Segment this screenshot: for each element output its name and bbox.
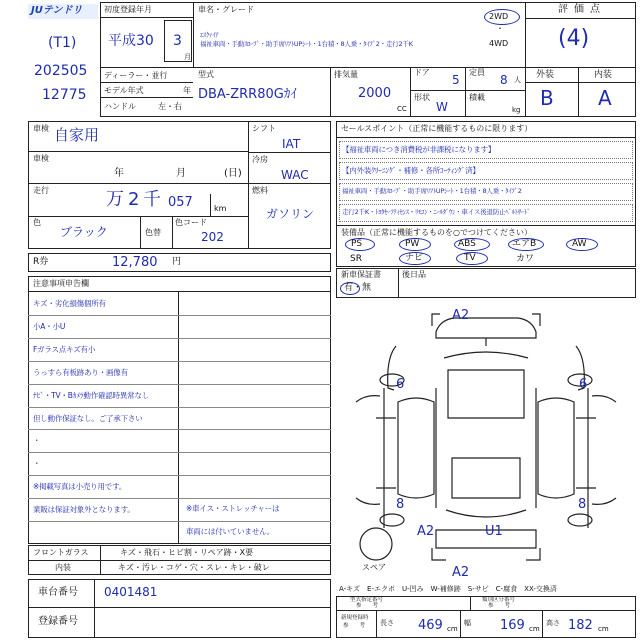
load-unit: kg [512, 106, 521, 114]
chassis-number: 0401481 [104, 585, 158, 599]
ac-label: 冷房 [252, 155, 268, 164]
sales-point-3: 福祉車両・手動ｽﾛｰﾌﾟ・助手席ﾘﾌﾄUPｼｰﾄ・1台積・8人乗・ﾀｲﾌﾟ2 [342, 187, 522, 195]
disp-label: 排気量 [334, 70, 358, 79]
notes-line: 但し動作保証なし。ご了承下さい [33, 413, 143, 423]
date-code: 202505 [34, 63, 88, 79]
notes-line: ・ [33, 436, 41, 446]
dealer-label: ディーラー・並行 [104, 71, 168, 80]
capacity: 8 [500, 73, 508, 87]
sales-point-1: 【福祉車両につき消費税が非課税になります】 [342, 145, 496, 154]
damage-rear-center: U1 [485, 524, 503, 539]
notes-right-2: 車両には付いていません。 [186, 527, 275, 536]
color-code-label: 色コード [175, 218, 207, 227]
notes-divider [28, 429, 331, 430]
length-value: 469 [418, 618, 443, 633]
notes-divider [28, 452, 331, 453]
spec-number-sub: 参 考 [356, 603, 379, 609]
warranty-box [336, 268, 636, 298]
color: ブラック [60, 225, 108, 239]
sales-point-2: 【内外装ｸﾘｰﾆﾝｸﾞ・補修・各所ｺｰﾃｨﾝｸﾞ済】 [342, 166, 480, 175]
warranty-label: 新車保証書 [341, 270, 381, 279]
recycle-value: 12,780 [112, 255, 158, 270]
notes-divider [28, 407, 331, 408]
ext-label: 外装 [536, 70, 555, 80]
inspection-label-2: 車検 [33, 154, 49, 163]
notes-title: 注意事項申告欄 [33, 279, 89, 288]
notes-line: Fガラス点キズ有小 [33, 344, 96, 354]
recycle-label: R券 [33, 257, 49, 267]
mileage-sen: 千 [143, 189, 161, 210]
inspection-month: 月 [176, 168, 186, 179]
first-reg-era: 平成30 [108, 33, 154, 49]
notes-line: うっすら有板跡あり・画像有 [33, 367, 128, 377]
registration-label: 登録番号 [38, 616, 78, 627]
handle-value: 左・右 [158, 102, 182, 111]
notes-divider [28, 338, 331, 339]
damage-right-front: 6 [579, 377, 588, 392]
damage-left-front: 6 [396, 377, 405, 392]
height-unit: cm [598, 625, 609, 633]
damage-right-rear: 8 [578, 497, 587, 512]
spec-number-label: 型式指定番号 [350, 597, 384, 603]
shift: IAT [282, 137, 301, 151]
name-grade-label: 車名・グレード [198, 5, 254, 14]
fuel-label: 燃料 [252, 186, 268, 195]
score-label: 評価点 [558, 4, 606, 15]
score-value: (4) [558, 26, 590, 51]
mileage-km: km [214, 204, 227, 213]
cap-unit: 人 [514, 76, 521, 84]
drive-dot: ・ [496, 24, 504, 33]
shape: W [436, 100, 448, 114]
notes-line: ・ [33, 459, 41, 469]
ext-grade: B [540, 86, 554, 110]
shape-label: 形状 [414, 93, 430, 102]
notes-line: ﾅﾋﾞ・TV・Bｶﾒﾗ動作確認時異常なし [33, 390, 150, 400]
width-value: 169 [500, 618, 525, 633]
month-unit: 月 [184, 53, 191, 61]
notes-divider [28, 384, 331, 385]
fuel: ガソリン [266, 207, 315, 221]
notes-line: 小A・小U [33, 321, 66, 331]
model-year-unit: 年 [183, 86, 191, 95]
notes-line: ※掲載写真は小売り用です。 [33, 482, 127, 492]
width-unit: cm [529, 625, 540, 633]
cc-unit: CC [397, 105, 407, 113]
handle-label: ハンドル [104, 102, 136, 111]
int-grade: A [598, 86, 612, 110]
load-label: 積載 [469, 93, 485, 102]
sales-point-4: 走行2千K・ﾄﾖﾀｾｰﾌﾃｨｾﾝｽ・ﾘﾓｺﾝ・ﾆｰﾙﾀﾞｳﾝ・車イス後退防止ﾍﾞﾙﾄｻｰﾄﾞ [342, 208, 531, 216]
notes-divider [28, 315, 331, 316]
mileage-man: 万 [106, 189, 124, 210]
chassis-label: 車台番号 [38, 587, 78, 598]
equip-ps: PS [351, 239, 363, 249]
first-reg-month: 3 [173, 33, 182, 49]
door-label: ドア [414, 68, 430, 77]
equipment-title: 装備品（正常に機能するものを○でつけてください） [341, 228, 532, 237]
damage-legend: A-キズ E-エクボ U-凹み W-補修跡 S-サビ C-腐食 XX-交換済 [339, 585, 557, 593]
length-unit: cm [447, 625, 458, 633]
cap-label: 定員 [469, 68, 485, 77]
drive-2wd: 2WD [489, 12, 509, 21]
notes-divider [28, 475, 331, 476]
damage-left-rear: 8 [396, 497, 405, 512]
interior-label: 内装 [55, 563, 71, 572]
damage-rear-left: A2 [417, 524, 435, 539]
spare-label: スペア [362, 563, 386, 572]
windshield-label: フロントガラス [33, 548, 89, 557]
category-number-label: 類別区分番号 [482, 597, 516, 603]
equip-pw: PW [405, 239, 420, 249]
cert-label: 新規登録時 [341, 615, 369, 621]
mileage-label: 走行 [33, 186, 49, 195]
windshield-value: キズ・飛石・ヒビ割・リペア跡・X要 [120, 548, 254, 557]
after-items-label: 後日品 [402, 270, 426, 279]
interior-value: キズ・汚レ・コゲ・穴・スレ・キレ・破レ [118, 563, 270, 572]
color-num-label: 色替 [145, 228, 161, 237]
notes-line: キズ・劣化損傷個所有 [33, 299, 106, 308]
recycle-unit: 円 [172, 257, 182, 267]
inspection-day: (日) [224, 168, 242, 179]
notes-right-1: ※車イス・ストレッチャーは [186, 504, 280, 513]
equip-leather: カワ [516, 254, 535, 264]
height-label: 高さ [546, 619, 560, 627]
inspection-year: 年 [114, 168, 124, 179]
equip-navi: ナビ [405, 253, 424, 263]
first-reg-label: 初度登録年月 [104, 5, 152, 14]
inspection-label: 車検 [33, 124, 49, 133]
car-grade: 福祉車両・手動ｽﾛｰﾌﾟ・助手席ﾘﾌﾄUPｼｰﾄ・1台積・8人乗・ﾀｲﾌﾟ2・走行2千K [200, 40, 413, 48]
cert-sub: 参 考 [343, 623, 366, 629]
equip-tv: TV [464, 253, 476, 263]
equip-aw: AW [572, 239, 587, 249]
equip-airbag: エアB [512, 239, 537, 249]
damage-front-bumper: A2 [452, 308, 470, 323]
sales-points-title: セールスポイント（正常に機能するものに限ります） [341, 124, 533, 133]
car-name: ｴｽｸｧｲｱ [200, 31, 219, 39]
color-code: 202 [201, 230, 224, 244]
doors: 5 [452, 73, 460, 87]
length-label: 長さ [380, 619, 394, 627]
ac: WAC [281, 168, 309, 182]
mileage-2: 2 [128, 189, 140, 210]
width-label: 幅 [464, 619, 471, 627]
int-label: 内装 [594, 70, 613, 80]
model-year-label: モデル年式 [104, 86, 144, 95]
notes-line: 業販は保証対象外となります。 [33, 505, 135, 515]
notes-divider [28, 361, 331, 362]
model-type: DBA-ZRR80Gｶｲ [198, 87, 297, 102]
notes-divider [28, 521, 331, 522]
number-code: 12775 [42, 87, 87, 103]
shift-label: シフト [252, 124, 276, 133]
displacement: 2000 [358, 86, 392, 101]
drive-4wd: 4WD [489, 39, 509, 48]
model-type-label: 型式 [198, 70, 214, 79]
notes-divider [28, 498, 331, 499]
inspection-value: 自家用 [54, 126, 100, 144]
warranty-value: 有・無 [344, 283, 372, 293]
equip-abs: ABS [458, 239, 476, 249]
category-number-sub: 参 考 [488, 603, 511, 609]
mileage-rest: 057 [168, 195, 193, 210]
notes-box [28, 276, 331, 544]
lot-code: (T1) [48, 35, 77, 51]
logo-text: JUテンドリ [31, 5, 83, 16]
height-value: 182 [568, 618, 593, 633]
color-label: 色 [33, 218, 41, 227]
damage-rear-bumper: A2 [452, 565, 470, 580]
equip-sr: SR [350, 254, 362, 264]
